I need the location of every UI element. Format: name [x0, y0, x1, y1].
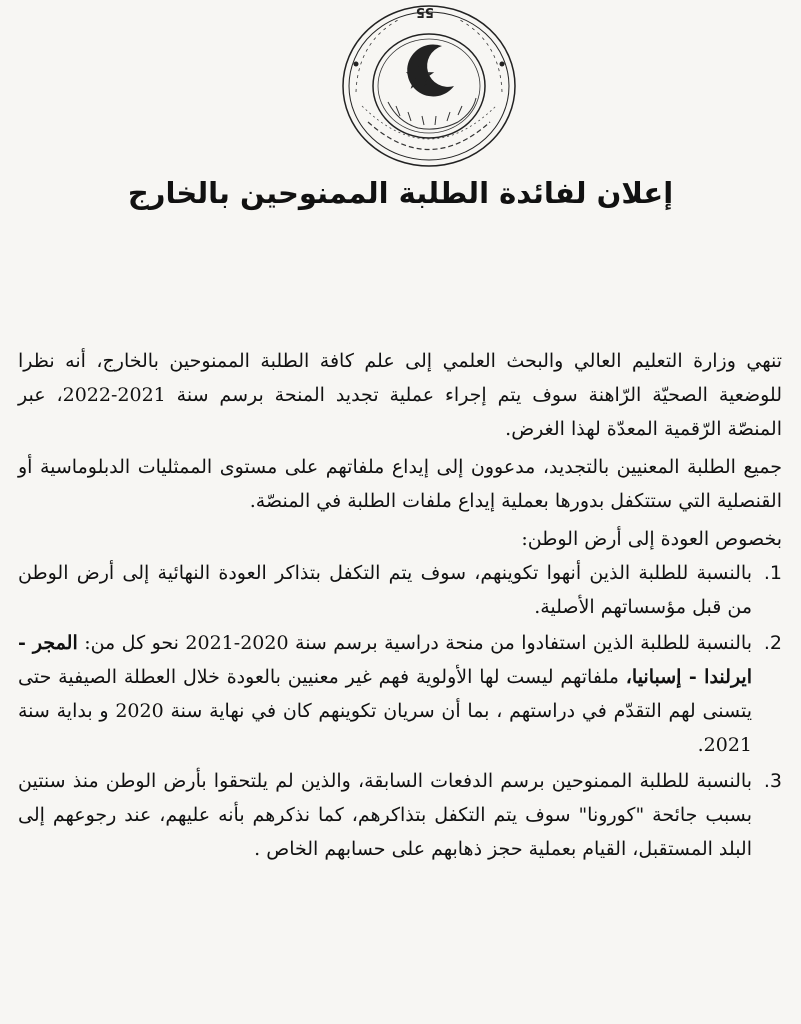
list-item: [18, 764, 782, 866]
list-item-text: ملفاتهم ليست لها الأولوية فهم غير معنيين بالعودة خلال العطلة الصيفية حتى يتسنى لهم التقدّم في دراستهم ، بما أن سريان تكوينهم كان في نهاية سنة 2020 و بداية سنة 2021.: [18, 666, 752, 756]
list-item-text: بالنسبة للطلبة الذين استفادوا من منحة دراسية برسم سنة 2020-2021 نحو كل من:: [84, 632, 752, 654]
list-item-number: .3: [763, 770, 782, 792]
paragraph-renewal: جميع الطلبة المعنيين بالتجديد، مدعوون إلى إيداع ملفاتهم على مستوى الممثليات الدبلوماسية أو القنصلية التي ستتكفل بدورها بعملية إيداع ملفات الطلبة في المنصّة.: [18, 456, 782, 512]
list-item: [18, 626, 782, 762]
list-item-number: .1: [763, 562, 782, 584]
countries-list: المجر - ايرلندا - إسبانيا،: [18, 632, 752, 688]
return-items-list: [18, 556, 782, 866]
list-item-number: .2: [763, 632, 782, 654]
paragraph-intro: تنهي وزارة التعليم العالي والبحث العلمي إلى علم كافة الطلبة الممنوحين بالخارج، أنه نظرا للوضعية الصحيّة الرّاهنة سوف يتم إجراء عملية تجديد المنحة برسم سنة 2021-2022، عبر المنصّة الرّقمية المعدّة لهذا الغرض.: [18, 350, 782, 440]
announcement-body: [18, 344, 782, 868]
list-item: [18, 556, 782, 624]
list-item-text: بالنسبة للطلبة الممنوحين برسم الدفعات السابقة، والذين لم يلتحقوا بأرض الوطن منذ سنتين بسبب جائحة "كورونا" سوف يتم التكفل بتذاكرهم، كما نذكرهم بأنه عليهم، عند رجوعهم إلى البلد المستقبل، القيام بعملية حجز ذهابهم على حسابهم الخاص .: [18, 770, 752, 860]
list-item-text: بالنسبة للطلبة الذين أنهوا تكوينهم، سوف يتم التكفل بتذاكر العودة النهائية إلى أرض الوطن من قبل مؤسساتهم الأصلية.: [18, 562, 752, 618]
return-heading: بخصوص العودة إلى أرض الوطن:: [521, 528, 782, 550]
official-seal: [338, 2, 520, 170]
seal-number: 55: [415, 4, 435, 19]
document-title: إعلان لفائدة الطلبة الممنوحين بالخارج: [127, 176, 674, 210]
